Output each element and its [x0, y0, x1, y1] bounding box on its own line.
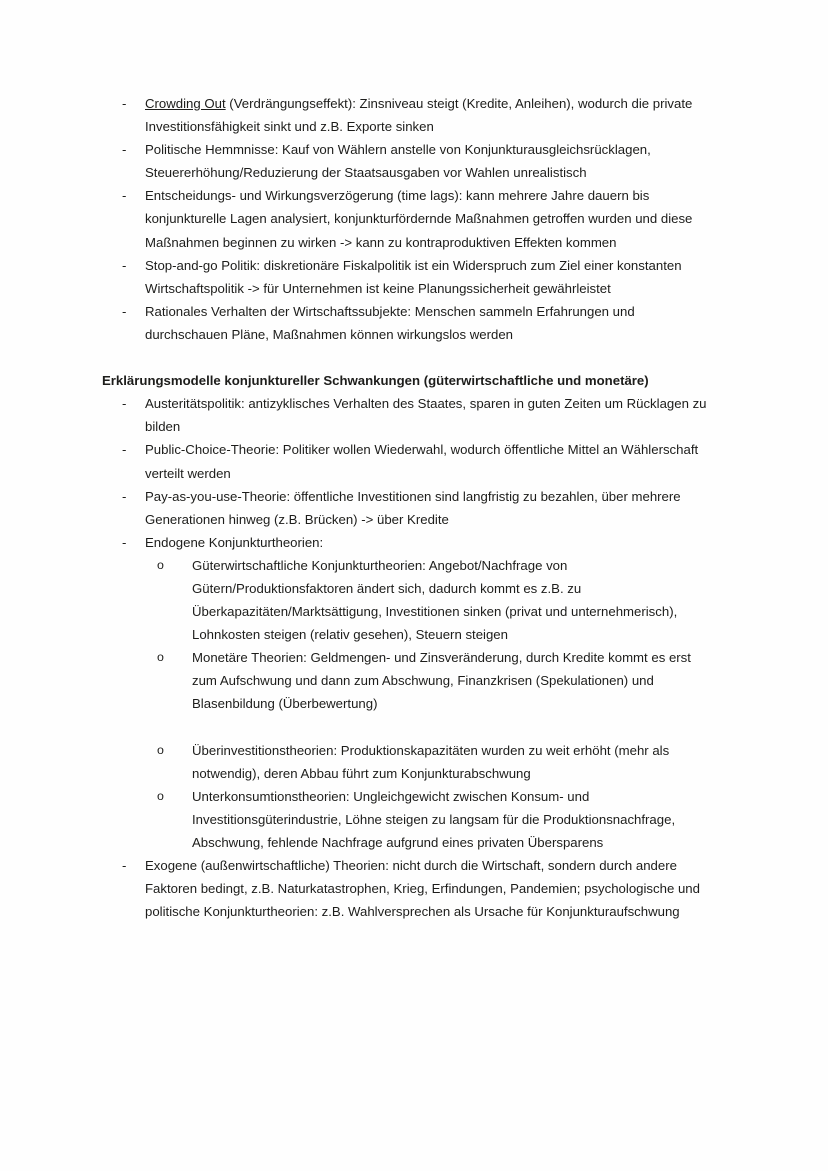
list-item [122, 438, 710, 484]
list-item-lead-underlined: Crowding Out [145, 96, 226, 111]
dash-bullet-icon: - [122, 858, 127, 874]
list-item-text: Austeritätspolitik: antizyklisches Verhalten des Staates, sparen in guten Zeiten um Rücklagen zu bilden [145, 396, 707, 435]
list-item-text [145, 92, 710, 138]
list-item [122, 184, 710, 253]
sub-bullet-list-endogenous [122, 554, 710, 854]
dash-bullet-icon: - [122, 142, 127, 158]
list-item-text: Public-Choice-Theorie: Politiker wollen Wiederwahl, wodurch öffentliche Mittel an Wählerschaft verteilt werden [145, 442, 699, 481]
circle-bullet-icon: o [157, 788, 164, 803]
list-item [122, 300, 710, 346]
sub-list-item [157, 554, 710, 646]
list-item [122, 254, 710, 300]
bullet-list-models [122, 392, 710, 923]
dash-bullet-icon: - [122, 303, 127, 319]
list-item [122, 392, 710, 438]
paragraph-spacer [122, 346, 710, 369]
list-item-text: Exogene (außenwirtschaftliche) Theorien: nicht durch die Wirtschaft, sondern durch andere Faktoren bedingt, z.B. Naturkatastrophen, Krieg, Erfindungen, Pandemien; psychologische und politische Konjunkturtheorien: z.B. Wahlversprechen als Ursache für Konjunkturaufschwung [145, 858, 700, 920]
sub-list-item [157, 739, 710, 785]
dash-bullet-icon: - [122, 396, 127, 412]
dash-bullet-icon: - [122, 442, 127, 458]
list-item [122, 138, 710, 184]
list-item-text: Stop-and-go Politik: diskretionäre Fiskalpolitik ist ein Widerspruch zum Ziel einer konstanten Wirtschaftspolitik -> für Unternehmen ist keine Planungssicherheit gewährleistet [145, 257, 682, 296]
dash-bullet-icon: - [122, 188, 127, 204]
sub-list-item-text: Unterkonsumtionstheorien: Ungleichgewicht zwischen Konsum- und Investitionsgüterindustrie, Löhne steigen zu langsam für die Produktionsnachfrage, Abschwung, fehlende Nachfrage aufgrund eines privaten Übersparens [192, 788, 676, 850]
list-item-text: Rationales Verhalten der Wirtschaftssubjekte: Menschen sammeln Erfahrungen und durchschauen Pläne, Maßnahmen können wirkungslos werden [145, 303, 635, 342]
list-item [122, 92, 710, 138]
sub-list-item [157, 785, 710, 854]
dash-bullet-icon: - [122, 257, 127, 273]
list-item [122, 854, 710, 923]
dash-bullet-icon: - [122, 534, 127, 550]
sub-list-item [157, 646, 710, 715]
bullet-list-criticisms [122, 92, 710, 346]
circle-bullet-icon: o [157, 650, 164, 665]
section-heading: Erklärungsmodelle konjunktureller Schwankungen (güterwirtschaftliche und monetäre) [102, 373, 649, 389]
dash-bullet-icon: - [122, 96, 127, 111]
circle-bullet-icon: o [157, 557, 164, 572]
list-item-text: Entscheidungs- und Wirkungsverzögerung (time lags): kann mehrere Jahre dauern bis konjunkturelle Lagen analysiert, konjunkturfördernde Maßnahmen getroffen wurden und diese Maßnahmen beginnen zu wirken -> kann zu kontraproduktiven Effekten kommen [145, 188, 693, 250]
document-body [102, 92, 710, 923]
list-item [122, 485, 710, 531]
circle-bullet-icon: o [157, 742, 164, 757]
sub-list-item-text: Monetäre Theorien: Geldmengen- und Zinsveränderung, durch Kredite kommt es erst zum Aufschwung und dann zum Abschwung, Finanzkrisen (Spekulationen) und Blasenbildung (Überbewertung) [192, 650, 691, 712]
list-item [122, 531, 710, 554]
sub-list-item-text: Güterwirtschaftliche Konjunkturtheorien: Angebot/Nachfrage von Gütern/Produktionsfaktoren ändert sich, dadurch kommt es z.B. zu Überkapazitäten/Marktsättigung, Investitionen sinken (privat und unternehmerisch), Lohnkosten steigen (relativ gesehen), Steuern steigen [192, 557, 678, 643]
list-item-text: Endogene Konjunkturtheorien: [145, 534, 324, 550]
dash-bullet-icon: - [122, 488, 127, 504]
list-item-text: Politische Hemmnisse: Kauf von Wählern anstelle von Konjunkturausgleichsrücklagen, Steuererhöhung/Reduzierung der Staatsausgaben vor Wahlen unrealistisch [145, 142, 651, 181]
sub-list-item-text: Überinvestitionstheorien: Produktionskapazitäten wurden zu weit erhöht (mehr als notwendig), deren Abbau führt zum Konjunkturabschwung [192, 742, 670, 781]
list-item-text: Pay-as-you-use-Theorie: öffentliche Investitionen sind langfristig zu bezahlen, über mehrere Generationen hinweg (z.B. Brücken) -> über Kredite [145, 488, 681, 527]
list-item-body: (Verdrängungseffekt): Zinsniveau steigt (Kredite, Anleihen), wodurch die private Investitionsfähigkeit sinkt und z.B. Exporte sinken [145, 96, 693, 135]
